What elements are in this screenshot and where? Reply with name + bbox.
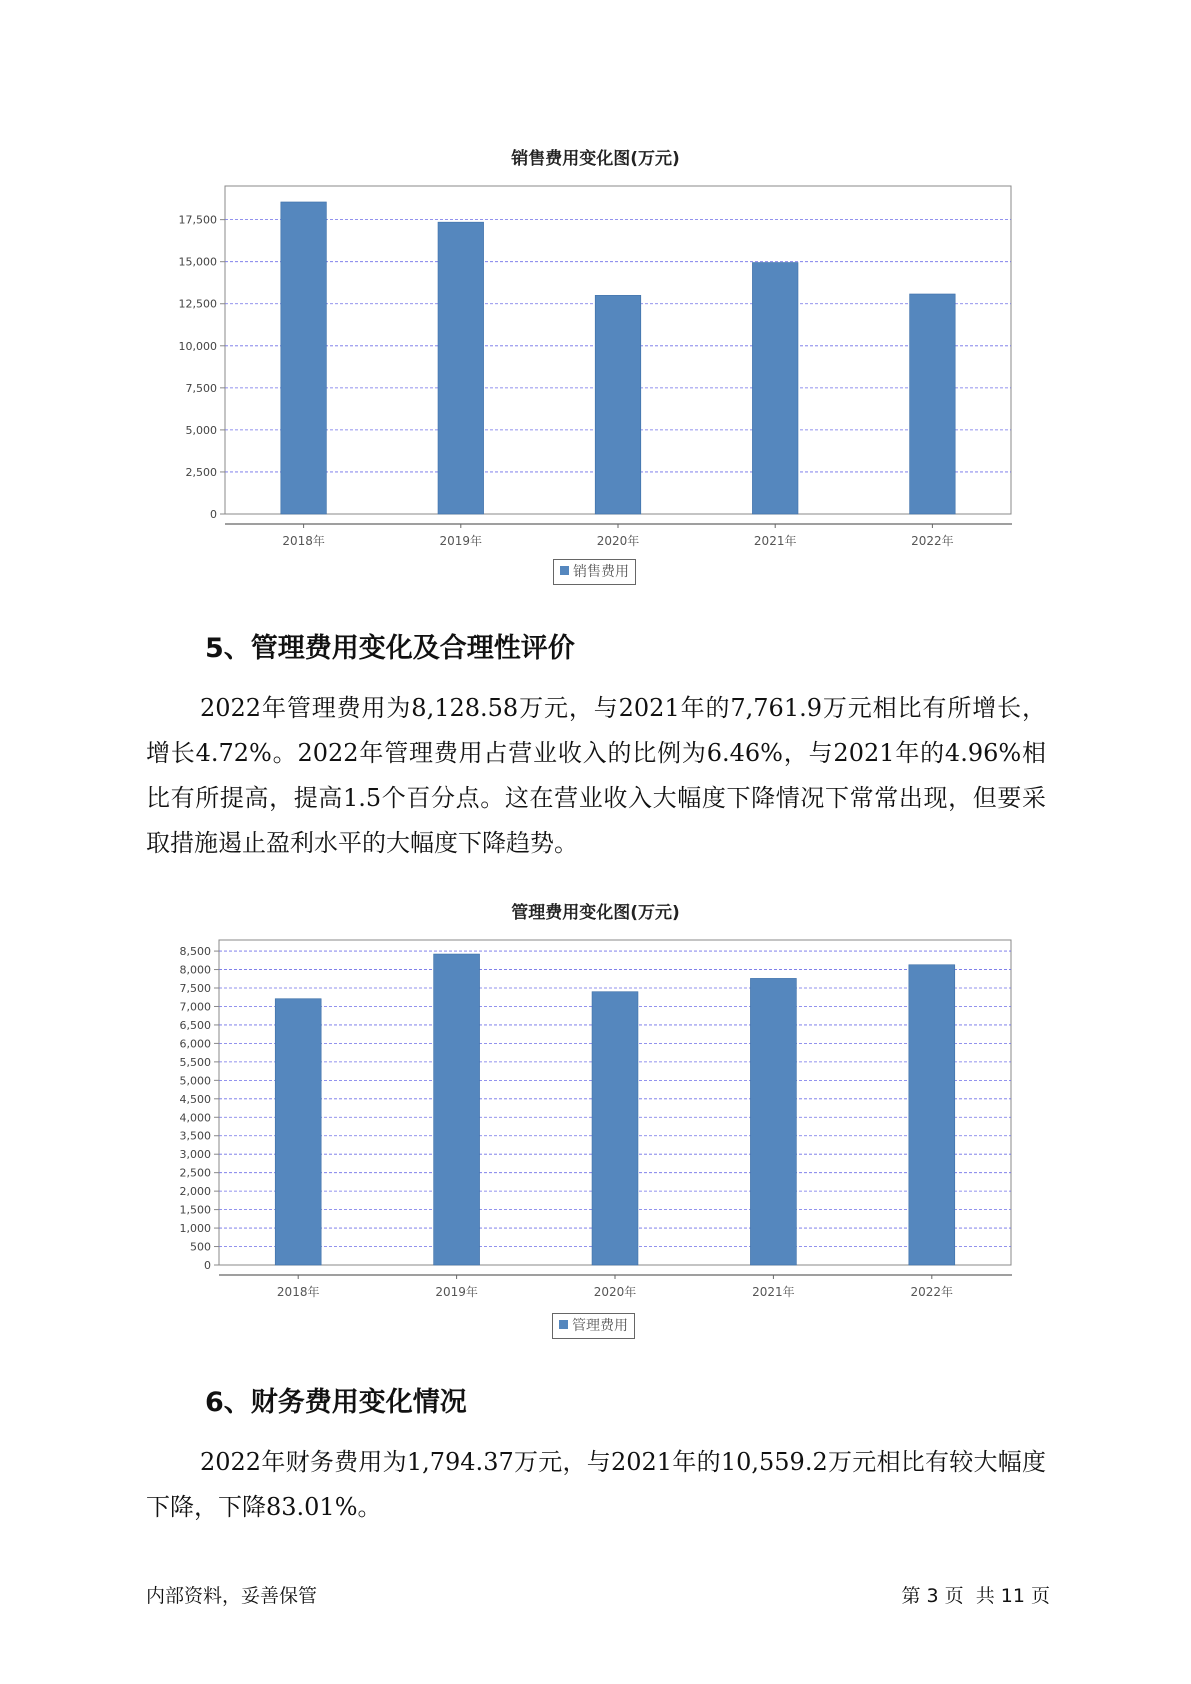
chart2-ytick-label: 7,000 — [179, 1000, 211, 1014]
chart2-ytick-label: 2,500 — [179, 1166, 211, 1180]
sales-expense-chart — [0, 170, 1191, 550]
chart1-xtick-label: 2021年 — [753, 534, 797, 548]
chart2-ytick-label: 4,500 — [179, 1092, 211, 1106]
chart1-ytick-label: 15,000 — [178, 255, 217, 269]
chart2-ytick-label: 4,000 — [179, 1111, 211, 1125]
chart1-xtick-label: 2018年 — [282, 534, 325, 548]
section6-heading: 6、财务费用变化情况 — [205, 1387, 467, 1418]
chart2-ytick-label: 1,500 — [179, 1203, 211, 1217]
legend-swatch — [560, 566, 569, 575]
chart2-ytick-label: 500 — [190, 1240, 211, 1254]
chart2-bar — [592, 992, 638, 1265]
chart1-bar — [281, 202, 327, 514]
chart2-xtick-label: 2019年 — [435, 1285, 478, 1299]
chart2-bar — [434, 954, 480, 1265]
chart2-ytick-label: 0 — [204, 1259, 211, 1272]
section5-heading: 5、管理费用变化及合理性评价 — [205, 633, 575, 664]
chart1-bar — [752, 263, 798, 514]
chart2-ytick-label: 7,500 — [179, 982, 211, 996]
chart1-ytick-label: 10,000 — [178, 339, 217, 353]
chart2-xtick-label: 2018年 — [276, 1285, 320, 1299]
section5-paragraph: 2022年管理费用为8,128.58万元，与2021年的7,761.9万元相比有所增长，增长4.72%。2022年管理费用占营业收入的比例为6.46%，与2021年的4.96%相比有所提高，提高1.5个百分点。这在营业收入大幅度下降情况下常常出现，但要采取措施遏止盈利水平的大幅度下降趋势。 — [146, 694, 1046, 857]
chart1-ytick-label: 17,500 — [178, 213, 217, 227]
chart1-ytick-label: 7,500 — [185, 381, 217, 395]
chart1-legend — [553, 559, 636, 585]
footer-page-number: 第 3 页 共 11 页 — [901, 1585, 1050, 1607]
footer-confidential-note: 内部资料，妥善保管 — [146, 1585, 318, 1607]
chart2-ytick-label: 8,500 — [179, 945, 211, 959]
chart2-ytick-label: 6,500 — [179, 1018, 211, 1032]
section6-paragraph: 2022年财务费用为1,794.37万元，与2021年的10,559.2万元相比有较大幅度下降，下降83.01%。 — [146, 1448, 1046, 1521]
chart2-ytick-label: 3,500 — [179, 1129, 211, 1143]
chart1-bar — [595, 295, 641, 514]
chart2-xtick-label: 2020年 — [593, 1285, 637, 1299]
chart2-title: 管理费用变化图(万元) — [511, 903, 680, 923]
chart2-ytick-label: 1,000 — [179, 1222, 211, 1236]
chart2-legend-label: 管理费用 — [572, 1318, 628, 1334]
chart2-bar — [275, 999, 321, 1265]
chart2-ytick-label: 5,500 — [179, 1055, 211, 1069]
chart1-xtick-label: 2020年 — [596, 534, 640, 548]
chart2-ytick-label: 2,000 — [179, 1185, 211, 1199]
management-expense-chart — [0, 930, 1191, 1310]
chart1-title: 销售费用变化图(万元) — [511, 149, 680, 169]
chart2-ytick-label: 8,000 — [179, 963, 211, 977]
chart2-ytick-label: 3,000 — [179, 1148, 211, 1162]
chart2-xtick-label: 2021年 — [752, 1285, 795, 1299]
legend-swatch — [559, 1320, 568, 1329]
chart1-xtick-label: 2022年 — [911, 534, 954, 548]
chart2-bar — [750, 978, 796, 1265]
chart1-ytick-label: 5,000 — [185, 423, 217, 437]
chart1-ytick-label: 12,500 — [178, 297, 217, 311]
chart2-ytick-label: 6,000 — [179, 1037, 211, 1051]
chart1-xtick-label: 2019年 — [439, 534, 483, 548]
chart1-legend-label: 销售费用 — [573, 564, 629, 580]
chart2-bar — [909, 965, 955, 1265]
chart2-ytick-label: 5,000 — [179, 1074, 211, 1088]
chart2-xtick-label: 2022年 — [910, 1285, 954, 1299]
chart1-bar — [910, 294, 956, 514]
chart1-bar — [438, 222, 484, 514]
chart1-ytick-label: 2,500 — [185, 465, 217, 479]
chart1-ytick-label: 0 — [210, 508, 217, 521]
chart2-legend — [552, 1313, 635, 1339]
